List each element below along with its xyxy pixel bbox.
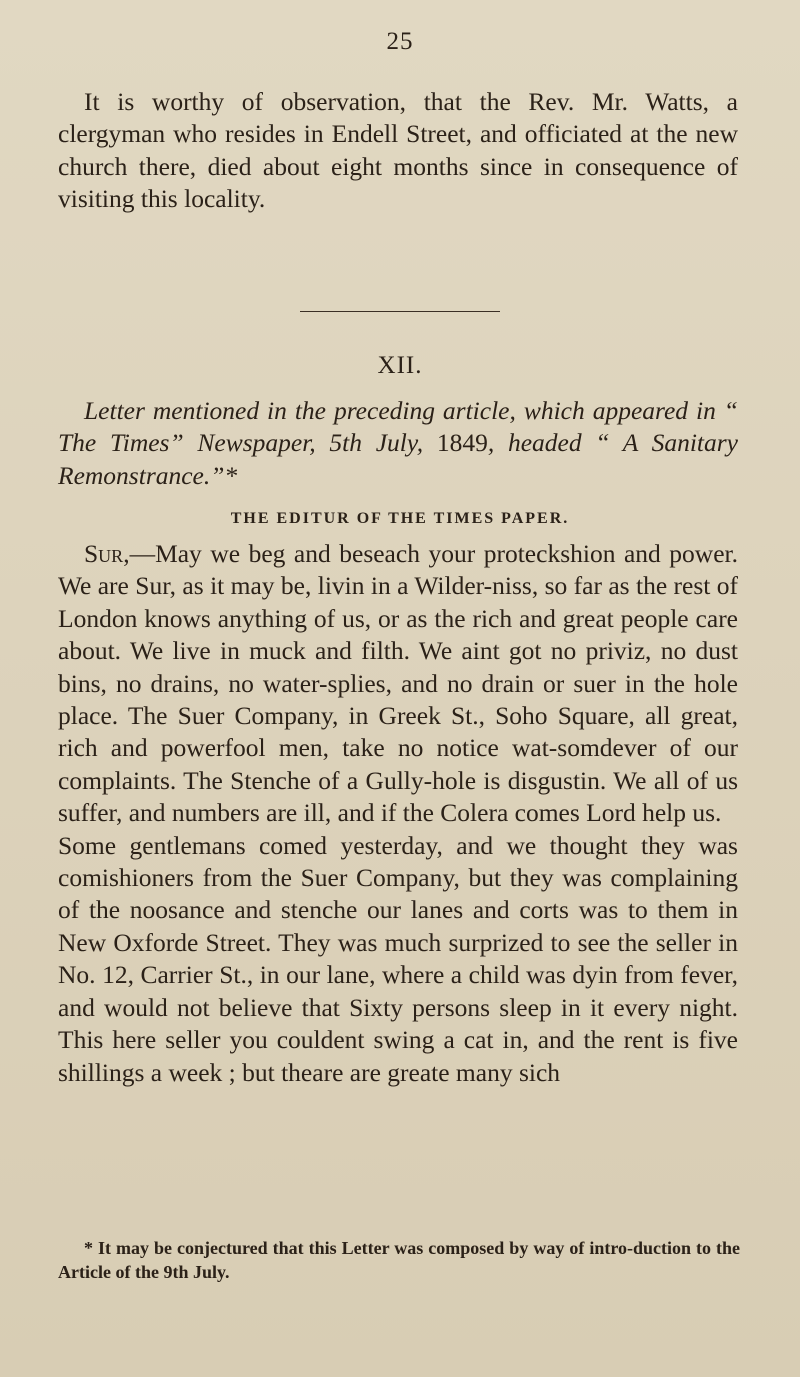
headline-part-1: Letter mentioned in the preceding article, which appeared in “ The Times” Newspaper, (58, 396, 738, 458)
letter-body (58, 538, 738, 1089)
letter-addressee: THE EDITUR OF THE TIMES PAPER. (230, 510, 570, 527)
letter-salutation: Sur (84, 539, 124, 568)
headline-part-4: , headed “ A Sanitary Remonstrance.”* (58, 428, 739, 490)
section-divider (300, 311, 500, 312)
section-number: XII. (377, 352, 423, 379)
intro-paragraph (58, 86, 738, 216)
page-number: 25 (386, 28, 414, 55)
headline-date: 5th July, (329, 428, 437, 458)
letter-headline (58, 395, 738, 492)
letter-paragraph-1 (58, 538, 738, 830)
headline-year: 1849 (436, 428, 488, 458)
letter-paragraph-1-text: ,—May we beg and beseach your proteckshion and power. We are Sur, as it may be, livin in a Wilder-niss, so far as the rest of London knows anything of us, or as the rich and great people care about. We live in muck and filth. We aint got no priviz, no dust bins, no drains, no water-splies, and no drain or suer in the hole place. The Suer Company, in Greek St., Soho Square, all great, rich and powerfool men, take no notice wat-somdever of our complaints. The Stenche of a Gully-hole is disgustin. We all of us suffer, and numbers are ill, and if the Colera comes Lord help us. (58, 539, 738, 828)
intro-text: It is worthy of observation, that the Rev. Mr. Watts, a clergyman who resides in Endell Street, and officiated at the new church there, died about eight months since in consequence of visiting this locality. (58, 87, 738, 214)
footnote: * It may be conjectured that this Letter was composed by way of intro-duction to the Article of the 9th July. (58, 1238, 740, 1282)
letter-paragraph-2: Some gentlemans comed yesterday, and we thought they was comishioners from the Suer Company, but they was complaining of the noosance and stenche our lanes and corts was to them in New Oxforde Street. They was much surprized to see the seller in No. 12, Carrier St., in our lane, where a child was dyin from fever, and would not believe that Sixty persons sleep in it every night. This here seller you couldent swing a cat in, and the rent is five shillings a week ; but theare are greate many sich (58, 830, 738, 1087)
